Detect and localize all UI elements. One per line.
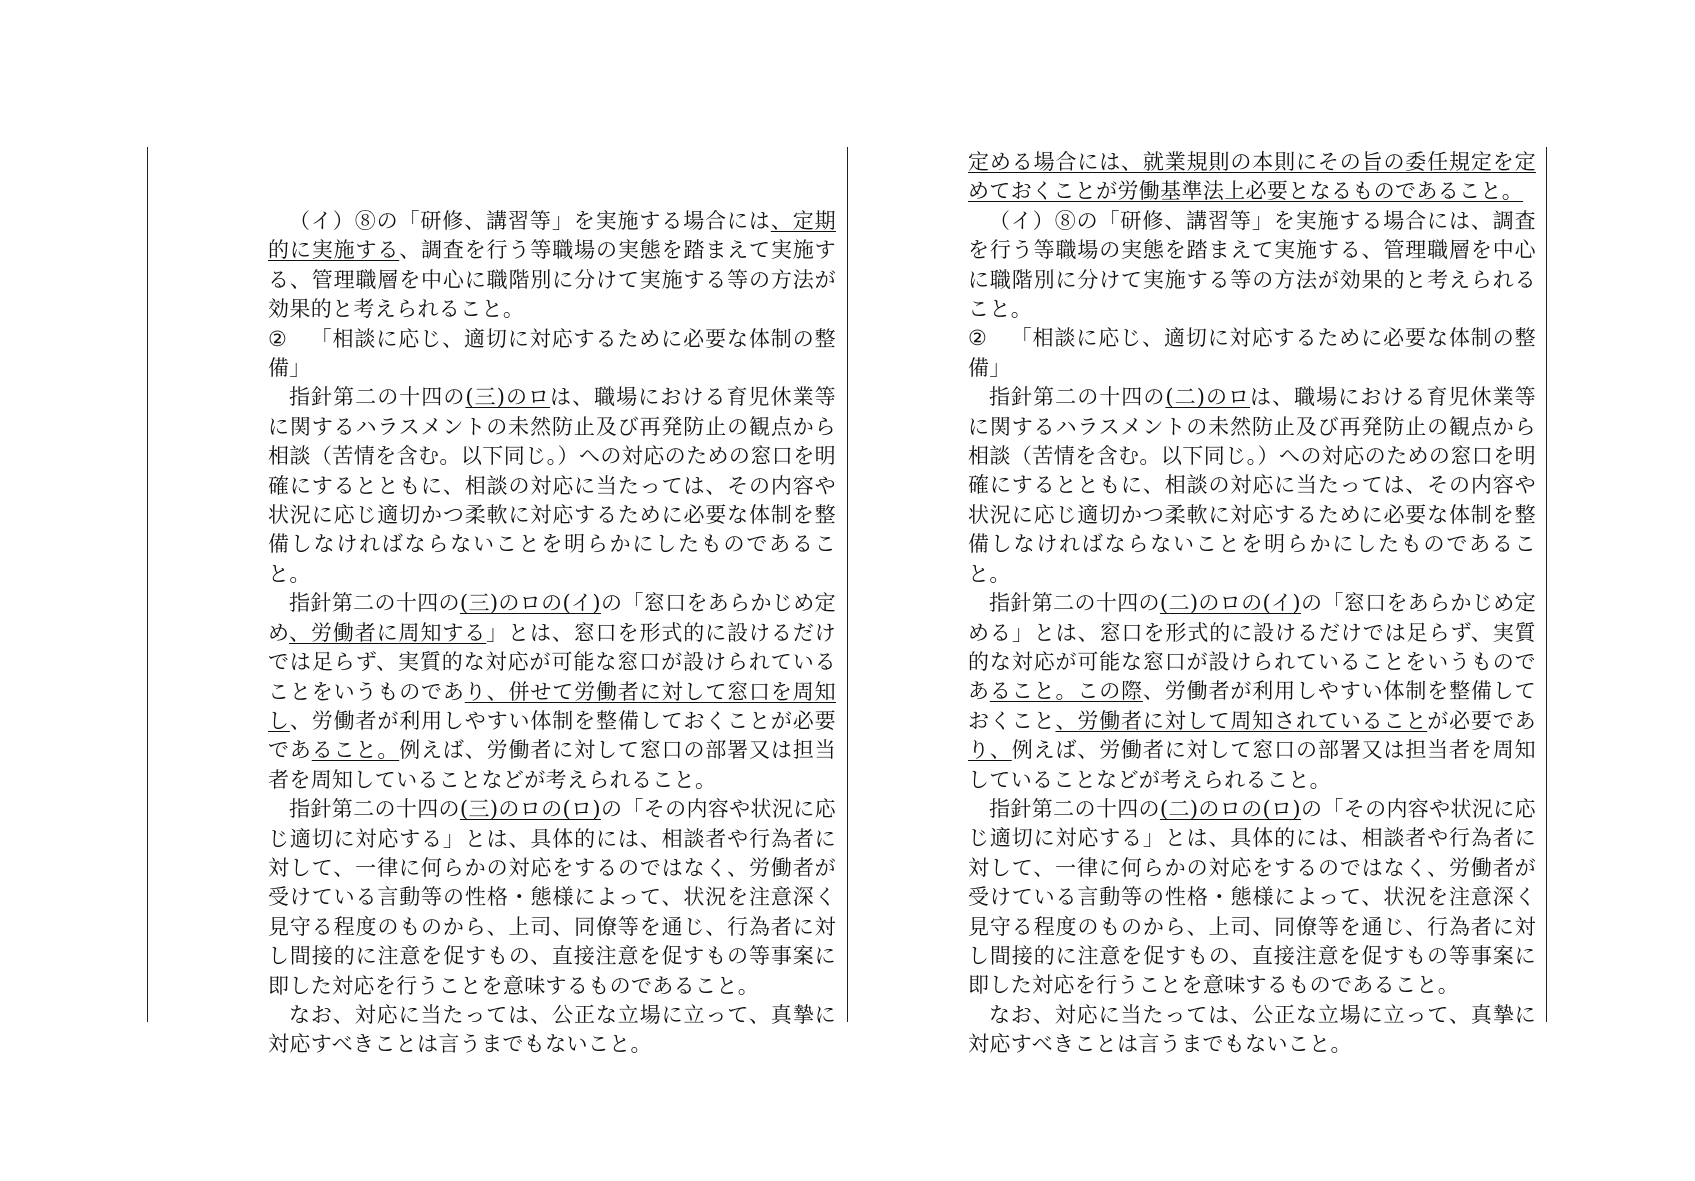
left-paragraph-note: なお、対応に当たっては、公正な立場に立って、真摯に対応すべきことは言うまでもないこと。 bbox=[268, 1002, 836, 1057]
right-amendment-underline: ること。この際 bbox=[989, 679, 1143, 704]
right-reference-underline: (二)のロの(イ) bbox=[1159, 591, 1301, 616]
right-item-marker: ② bbox=[968, 326, 988, 351]
right-amendment-underline: り、 bbox=[968, 738, 1012, 763]
right-paragraph-consultation: 指針第二の十四の(二)のロは、職場における育児休業等に関するハラスメントの未然防止及び再発防止の観点から相談（苦情を含む。以下同じ。）への対応のための窓口を明確にするとともに、相談の対応に当たっては、その内容や状況に応じ適切かつ柔軟に対応するために必要な体制を整備しなければならないことを明らかにしたものであること。 bbox=[968, 385, 1536, 586]
right-column bbox=[968, 148, 1536, 1060]
right-paragraph-response: 指針第二の十四の(二)のロの(ロ)の「その内容や状況に応じ適切に対応する」とは、具体的には、相談者や行為者に対して、一律に何らかの対応をするのではなく、労働者が受けている言動等の性格・態様によって、状況を注意深く見守る程度のものから、上司、同僚等を通じ、行為者に対し間接的に注意を促すもの、直接注意を促すもの等事案に即した対応を行うことを意味するものであること。 bbox=[968, 796, 1536, 998]
right-paragraph-training: （イ）⑧の「研修、講習等」を実施する場合には、調査を行う等職場の実態を踏まえて実施する、管理職層を中心に職階別に分けて実施する等の方法が効果的と考えられること。 bbox=[968, 208, 1536, 322]
right-paragraph-window: 指針第二の十四の(二)のロの(イ)の「窓口をあらかじめ定める」とは、窓口を形式的に設けるだけでは足らず、実質的な対応が可能な窓口が設けられていることをいうものであること。この際、労働者が利用しやすい体制を整備しておくこと、労働者に対して周知されていることが必要であり、例えば、労働者に対して窓口の部署又は担当者を周知していることなどが考えられること。 bbox=[968, 591, 1536, 792]
left-paragraph-window: 指針第二の十四の(三)のロの(イ)の「窓口をあらかじめ定め、労働者に周知する」とは、窓口を形式的に設けるだけでは足らず、実質的な対応が可能な窓口が設けられていることをいうものであり、併せて労働者に対して窓口を周知し、労働者が利用しやすい体制を整備しておくことが必要であること。例えば、労働者に対して窓口の部署又は担当者を周知していることなどが考えられること。 bbox=[268, 591, 836, 792]
left-item-title: 「相談に応じ、適切に対応するために必要な体制の整備」 bbox=[268, 326, 836, 381]
left-amendment-underline: り、併せて労働者に対して窓口を周知し bbox=[268, 679, 836, 733]
left-item-heading bbox=[268, 325, 836, 384]
left-item-marker: ② bbox=[268, 326, 288, 351]
left-paragraph-training: （イ）⑧の「研修、講習等」を実施する場合には、定期的に実施する、調査を行う等職場の実態を踏まえて実施する、管理職層を中心に職階別に分けて実施する等の方法が効果的と考えられること。 bbox=[268, 209, 836, 322]
left-reference-underline: (三)のロの(ロ) bbox=[459, 797, 601, 822]
left-paragraph-consultation: 指針第二の十四の(三)のロは、職場における育児休業等に関するハラスメントの未然防止及び再発防止の観点から相談（苦情を含む。以下同じ。）への対応のための窓口を明確にするとともに、相談の対応に当たっては、その内容や状況に応じ適切かつ柔軟に対応するために必要な体制を整備しなければならないことを明らかにしたものであること。 bbox=[268, 385, 836, 586]
right-paragraph-continuation bbox=[968, 148, 1536, 207]
left-amendment-underline: 、定期的に実施する bbox=[268, 209, 836, 263]
right-item-title: 「相談に応じ、適切に対応するために必要な体制の整備」 bbox=[968, 326, 1536, 380]
left-reference-underline: (三)のロ bbox=[465, 385, 551, 410]
left-reference-underline: (三)のロの(イ) bbox=[459, 591, 601, 616]
right-paragraph-note: なお、対応に当たっては、公正な立場に立って、真摯に対応すべきことは言うまでもないこと。 bbox=[968, 1002, 1536, 1057]
right-item-heading bbox=[968, 324, 1536, 383]
left-border-rule bbox=[147, 147, 148, 1022]
center-divider-rule bbox=[847, 147, 848, 1022]
right-border-rule bbox=[1546, 147, 1547, 1022]
right-reference-underline: (二)のロ bbox=[1165, 385, 1251, 410]
left-paragraph-response: 指針第二の十四の(三)のロの(ロ)の「その内容や状況に応じ適切に対応する」とは、具体的には、相談者や行為者に対して、一律に何らかの対応をするのではなく、労働者が受けている言動等の性格・態様によって、状況を注意深く見守る程度のものから、上司、同僚等を通じ、行為者に対し間接的に注意を促すもの、直接注意を促すもの等事案に即した対応を行うことを意味するものであること。 bbox=[268, 797, 836, 998]
left-amendment-underline: ること。 bbox=[311, 738, 400, 763]
right-amendment-underline: 、労働者に対して周知されていること bbox=[1055, 708, 1428, 733]
right-amendment-underline: 定める場合には、就業規則の本則にその旨の委任規定を定めておくことが労働基準法上必要となるものであること。 bbox=[968, 150, 1536, 204]
left-column bbox=[268, 207, 836, 1060]
left-amendment-underline: 、労働者に周知する bbox=[289, 620, 487, 645]
right-reference-underline: (二)のロの(ロ) bbox=[1159, 796, 1301, 821]
